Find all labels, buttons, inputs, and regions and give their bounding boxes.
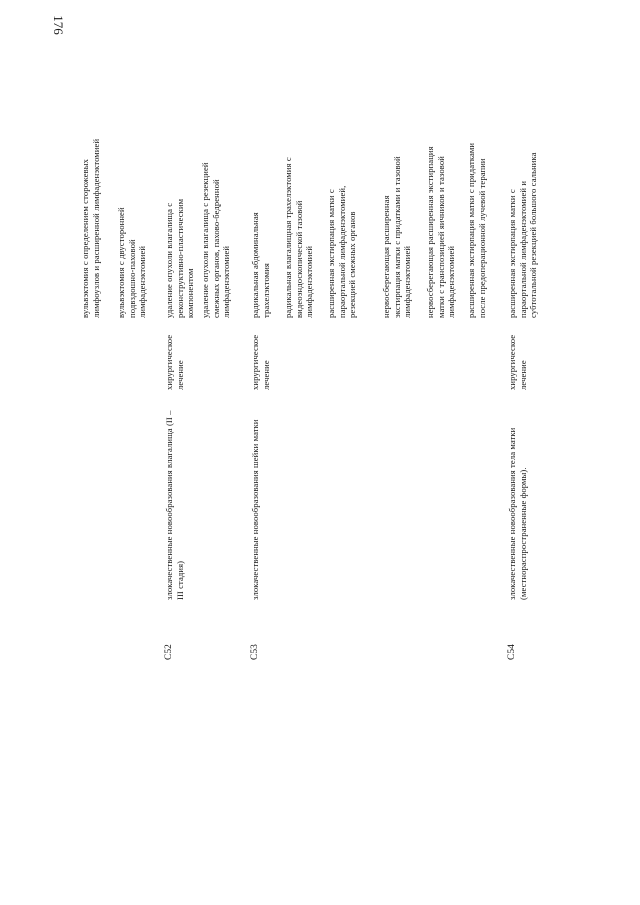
treatment-text: хирургическое лечение [164, 334, 185, 390]
diagnosis-text: злокачественные новообразования влагалища (II – III стадия) [164, 410, 185, 600]
treatment-text: хирургическое лечение [507, 334, 528, 390]
method-text: удаление опухоли влагалища с реконструктивно-пластическим компонентом [164, 198, 196, 318]
icd-code: C53 [250, 644, 260, 660]
method-text: радикальная влагалищная трахелэктомия с видеоэндоскопической тазовой лимфаденэктомией [283, 157, 315, 318]
method-text: вульвэктомия с двусторонней подвздошно-паховой лимфаденэктомией [116, 207, 148, 318]
method-text: нервосберегающая расширенная экстирпация матки с транспозицией яичников и тазовой лимфаденэктомией [425, 146, 457, 318]
method-text: удаление опухоли влагалища с резекцией смежных органов, пахово-бедренной лимфаденэктомией [200, 162, 232, 318]
method-text: вульвэктомия с определением сторожевых лимфоузлов и расширенной лимфаденэктомией [80, 138, 101, 318]
icd-code: C54 [507, 644, 517, 660]
method-text: расширенная экстирпация матки с параортальной лимфаденэктомией, резекцией смежных органов [326, 185, 358, 318]
page-number: 176 [51, 15, 66, 35]
method-text: расширенная экстирпация матки с придатками после предоперационной лучевой терапии [466, 142, 487, 318]
method-text: расширенная экстирпация матки с параортальной лимфаденэктомией и субтотальной резекцией большого сальника [507, 152, 539, 318]
icd-code: C52 [164, 644, 174, 660]
diagnosis-text: злокачественные новообразования шейки матки [250, 419, 260, 600]
method-text: нервосберегающая расширенная экстирпация матки с придатками и тазовой лимфаденэктомией [381, 156, 413, 318]
method-text: радикальная абдоминальная трахелэктомия [250, 212, 271, 318]
treatment-text: хирургическое лечение [250, 334, 271, 390]
diagnosis-text: злокачественные новообразования тела матки (местнораспространенные формы). [507, 427, 528, 600]
